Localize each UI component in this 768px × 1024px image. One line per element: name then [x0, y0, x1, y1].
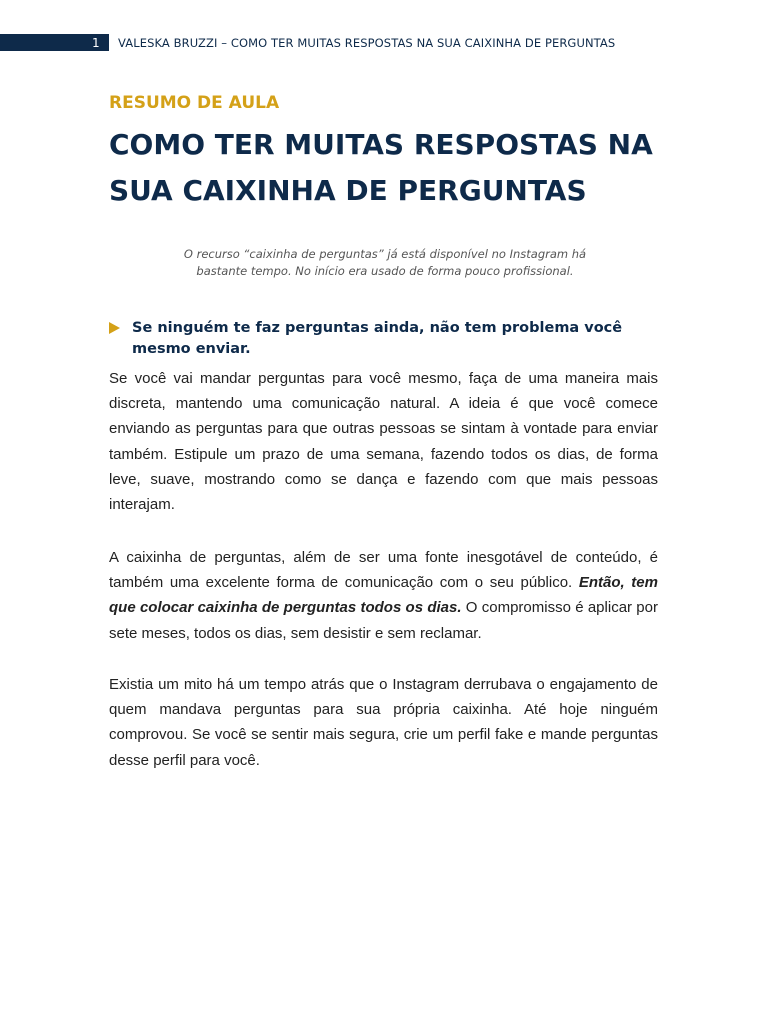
paragraph-3: Existia um mito há um tempo atrás que o Instagram derrubava o engajamento de quem mandava perguntas para sua própria caixinha. Até hoje ninguém comprovou. Se você se sentir mais segura, crie um perfil fake e mande perguntas desse perfil para você. [109, 676, 658, 769]
section-kicker: RESUMO DE AULA [109, 93, 280, 113]
paragraph-2-lead: A caixinha de perguntas, além de ser uma fonte inesgotável de conteúdo, é também uma excelente forma de comunicação com o seu público. [109, 549, 658, 592]
triangle-bullet-icon [109, 322, 120, 334]
paragraph-2-tail: O compromisso é aplicar por sete meses, todos os dias, sem desistir e sem reclamar. [109, 599, 658, 642]
running-header: VALESKA BRUZZI – COMO TER MUITAS RESPOSTAS NA SUA CAIXINHA DE PERGUNTAS [118, 36, 616, 50]
page-title: COMO TER MUITAS RESPOSTAS NA SUA CAIXINHA DE PERGUNTAS [109, 128, 653, 207]
paragraph-1: Se você vai mandar perguntas para você mesmo, faça de uma maneira mais discreta, mantendo uma comunicação natural. A ideia é que você comece enviando as perguntas para que outras pessoas se sintam à vontade para enviar também. Estipule um prazo de uma semana, fazendo todos os dias, de forma leve, suave, mostrando como se dança e fazendo com que mais pessoas interajam. [109, 370, 658, 514]
paragraph-2-emphasis: Então, tem que colocar caixinha de perguntas todos os dias. [109, 574, 658, 617]
paragraph-2 [109, 545, 658, 646]
bullet-heading-text: Se ninguém te faz perguntas ainda, não tem problema você mesmo enviar. [132, 320, 623, 357]
page-number: 1 [92, 36, 100, 50]
intro-text: O recurso “caixinha de perguntas” já está disponível no Instagram há bastante tempo. No início era usado de forma pouco profissional. [183, 247, 587, 278]
bullet-heading [109, 318, 669, 360]
